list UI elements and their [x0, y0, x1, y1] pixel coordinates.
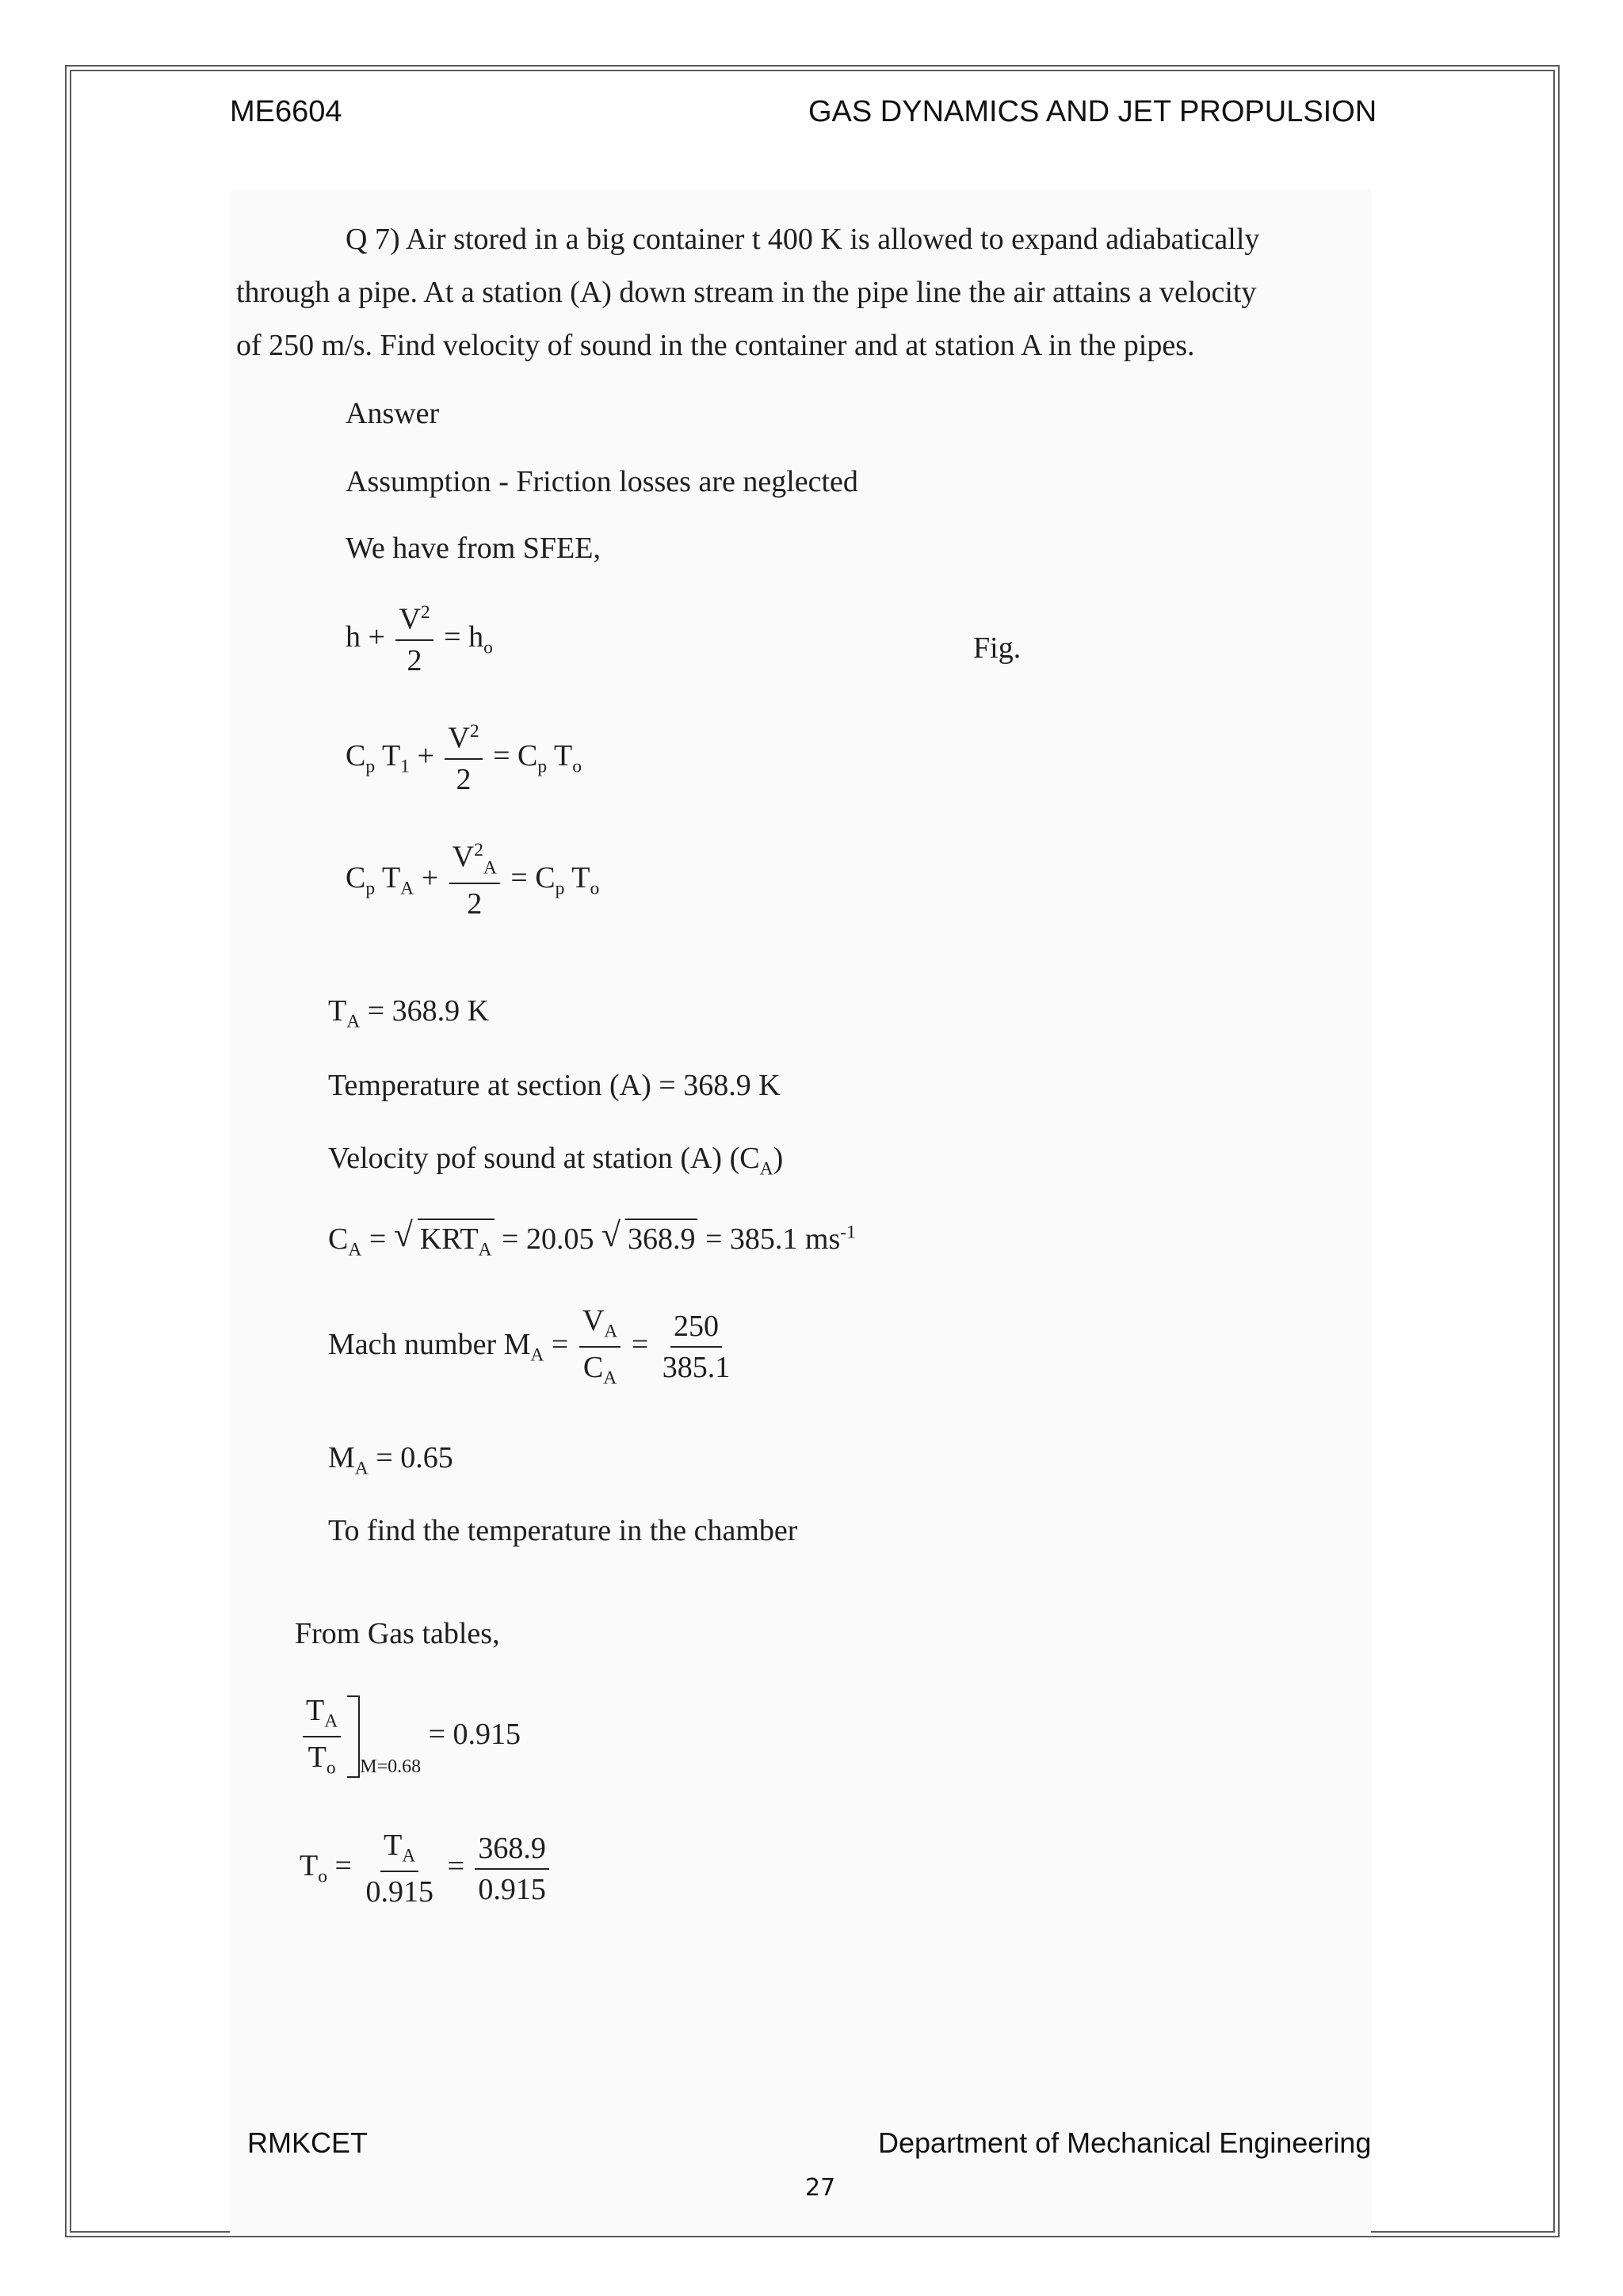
equation-mach: Mach number $M_A$ = $\frac{V_A}{C_A}$ = $\frac{250}{385.1}$	[328, 1304, 731, 1389]
fig-label: Fig.	[973, 631, 1022, 665]
equation-cp-t1: $C_p$ $T_1$ + $\frac{V^2}{2}$ = $C_p$ $T_o$	[346, 721, 582, 796]
velocity-sound-text: Velocity pof sound at station (A) $(C_A)$	[328, 1142, 784, 1180]
equation-ca: $C_A$ = √ $KRT_A = 20.05$ √ 368.9 = 385.1 $ms^{-1}$	[328, 1216, 856, 1261]
footer-college: RMKCET	[247, 2126, 368, 2159]
ta-result: $T_A = 368.9$ K	[328, 994, 490, 1032]
gas-tables-text: From Gas tables,	[295, 1617, 500, 1650]
course-title: GAS DYNAMICS AND JET PROPULSION	[808, 95, 1377, 128]
equation-cp-ta: $C_p$ $T_A$ + $\frac{V^2_A}{2}$ = $C_p$ $T_o$	[346, 840, 600, 921]
find-temperature-text: To find the temperature in the chamber	[328, 1514, 798, 1547]
page-number: 27	[805, 2174, 836, 2202]
footer-department: Department of Mechanical Engineering	[878, 2126, 1372, 2159]
question-line-1: Q 7) Air stored in a big container t 400 K is allowed to expand adiabatically	[346, 223, 1260, 256]
ma-result: $M_A = 0.65$	[328, 1441, 453, 1479]
equation-to: $T_o$ = $\frac{T_A}{0.915}$ = $\frac{368.9}{0.915}$	[300, 1830, 552, 1907]
assumption-text: Assumption - Friction losses are neglected	[346, 465, 858, 498]
equation-energy: h + $\frac{V^2}{2}$ = $h_o$	[346, 602, 493, 677]
equation-ratio: $\frac{T_A}{T_o}$ M=0.68 = 0.915	[300, 1695, 521, 1778]
course-code: ME6604	[230, 95, 342, 128]
question-line-2: through a pipe. At a station (A) down stream in the pipe line the air attains a velocity	[236, 276, 1257, 309]
temperature-section-text: Temperature at section (A) = 368.9 K	[328, 1069, 781, 1102]
sfee-text: We have from SFEE,	[346, 532, 601, 565]
answer-heading: Answer	[346, 397, 440, 430]
question-line-3: of 250 m/s. Find velocity of sound in the container and at station A in the pipes.	[236, 329, 1195, 362]
